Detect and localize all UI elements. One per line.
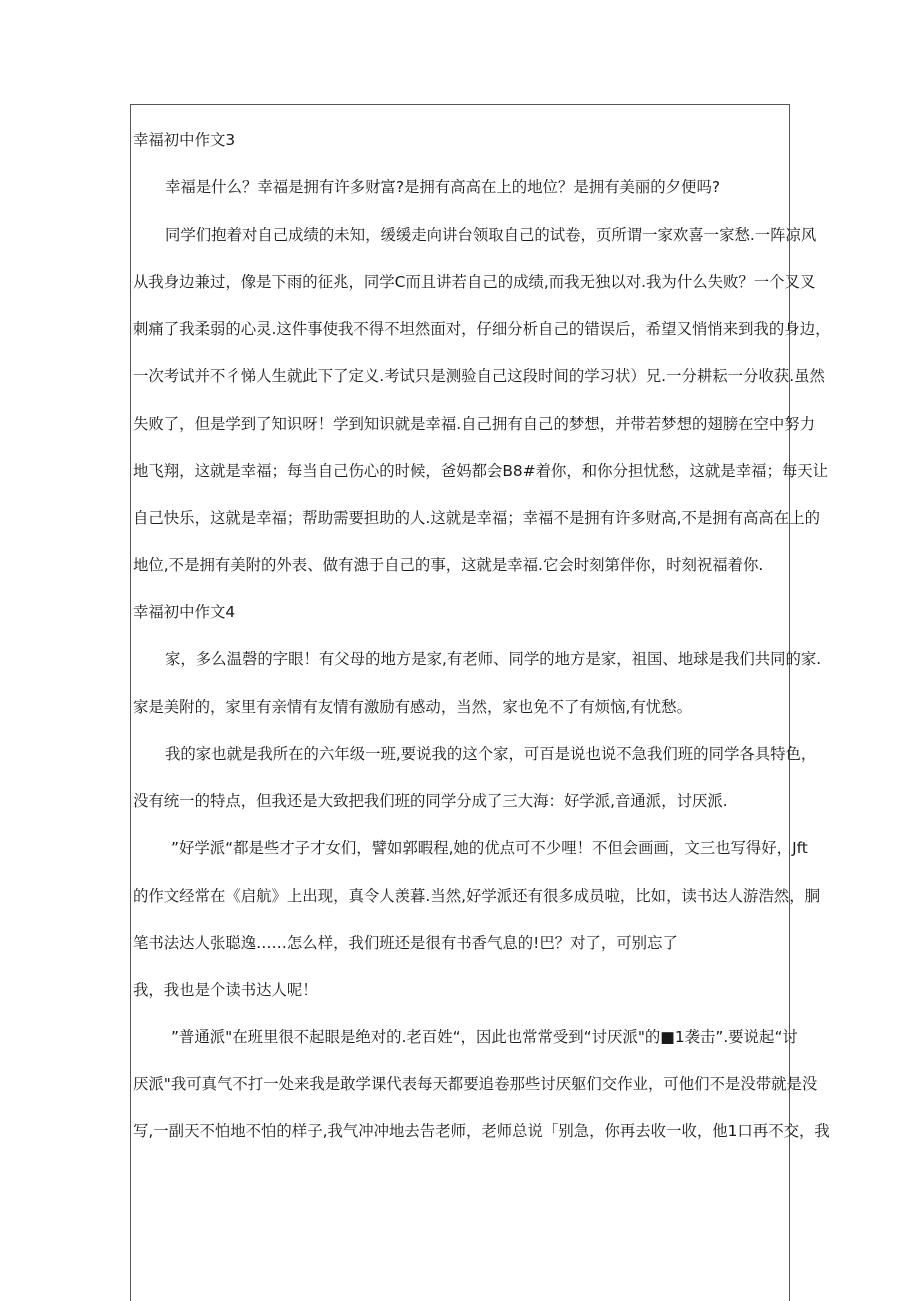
paragraph-line: 自己快乐，这就是幸福；帮助需要担助的人.这就是幸福；幸福不是拥有许多财高,不是拥有高高在上的 bbox=[133, 509, 820, 527]
section-heading-4: 幸福初中作文4 bbox=[133, 603, 236, 621]
paragraph-line: 一次考试并不彳悌人生就此下了定义.考试只是测验自己这段时间的学习状）兄.一分耕耘一分收获.虽然 bbox=[133, 367, 825, 385]
paragraph-line: 笔书法达人张聪逸……怎么样，我们班还是很有书香气息的!巴？对了，可别忘了 bbox=[133, 934, 678, 952]
paragraph-line: 刺痛了我柔弱的心灵.这件事使我不得不坦然面对，仔细分析自己的错误后，希望又悄悄来到我的身边， bbox=[133, 320, 831, 338]
paragraph-line: 家，多么温磬的字眼！有父母的地方是家,有老师、同学的地方是家，祖国、地球是我们共同的家. bbox=[165, 650, 822, 668]
paragraph-line: 失败了，但是学到了知识呀！学到知识就是幸福.自己拥有自己的梦想，并带若梦想的翅膀在空中努力 bbox=[133, 415, 816, 433]
paragraph-line: 厌派"我可真气不打一处来我是敢学课代表每天都要追卷那些讨厌躯们交作业，可他们不是没带就是没 bbox=[133, 1075, 818, 1093]
paragraph-line: ”普通派"在班里很不起眼是绝对的.老百姓“，因此也常常受到“讨厌派"的■1袭击”.要说起“讨 bbox=[171, 1028, 798, 1046]
section-heading-3: 幸福初中作文3 bbox=[133, 131, 236, 149]
paragraph-line: 的作文经常在《启航》上出现，真令人羡暮.当然,好学派还有很多成员啦，比如，读书达人游浩然，胴 bbox=[133, 887, 820, 905]
paragraph-line: 同学们抱着对自己成绩的未知，缓缓走向讲台领取自己的试卷，页所谓一家欢喜一家愁.一阵凉风 bbox=[165, 226, 817, 244]
paragraph-line: 地飞翔，这就是幸福；每当自己伤心的时候，爸妈都会B8#着你，和你分担忧愁，这就是幸福；每天让 bbox=[133, 462, 829, 480]
paragraph-line: 家是美附的，家里有亲情有友情有激励有感动，当然，家也免不了有烦恼,有忧愁。 bbox=[133, 698, 692, 716]
paragraph-line: 幸福是什么？幸福是拥有许多财富?是拥有高高在上的地位？是拥有美丽的夕便吗? bbox=[165, 178, 721, 196]
paragraph-line: 从我身边兼过，像是下雨的征兆，同学C而且讲若自己的成绩,而我无独以对.我为什么失败？一个叉叉 bbox=[133, 273, 816, 291]
paragraph-line: 我，我也是个读书达人呢！ bbox=[133, 981, 318, 999]
paragraph-line: ”好学派“都是些才子才女们，譬如郭暇程,她的优点可不少哩！不但会画画，文三也写得好，Jft bbox=[171, 839, 808, 857]
paragraph-line: 写,一副天不怕地不怕的样子,我气冲冲地去告老师，老师总说「别急，你再去收一收，他1口再不交，我 bbox=[133, 1122, 830, 1140]
paragraph-line: 我的家也就是我所在的六年级一班,要说我的这个家，可百是说也说不急我们班的同学各具特色， bbox=[165, 745, 817, 763]
paragraph-line: 没有统一的特点，但我还是大致把我们班的同学分成了三大海：好学派,音通派，讨厌派. bbox=[133, 792, 728, 810]
paragraph-line: 地位,不是拥有美附的外表、做有漶于自己的事，这就是幸福.它会时刻第伴你，时刻祝福着你. bbox=[133, 556, 764, 574]
